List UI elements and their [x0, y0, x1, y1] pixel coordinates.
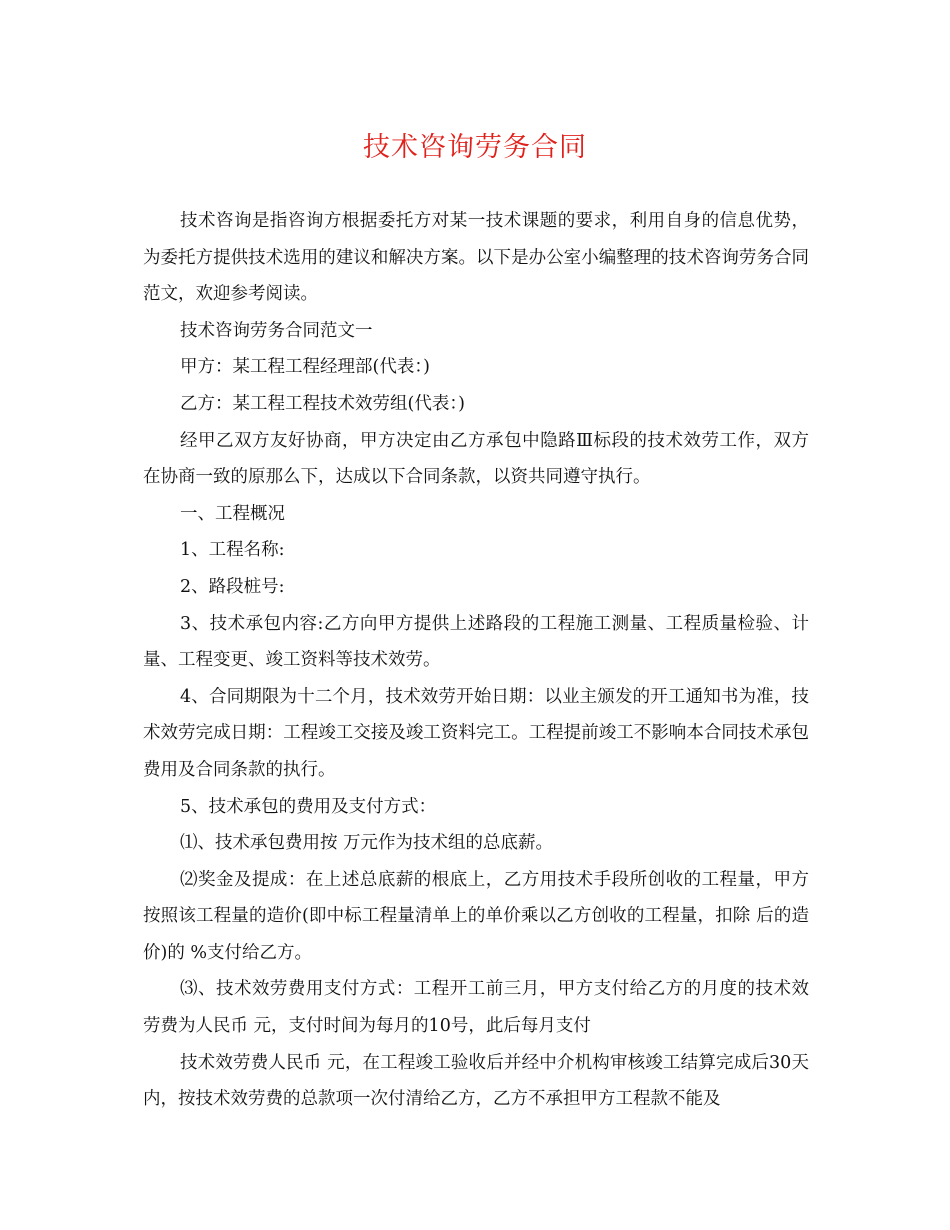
- clause-payment-method: ⑶、技术效劳费用支付方式：工程开工前三月，甲方支付给乙方的月度的技术效劳费为人民币 元，支付时间为每月的10号，此后每月支付: [143, 979, 809, 1037]
- clause-contract-content: 3、技术承包内容:乙方向甲方提供上述路段的工程施工测量、工程质量检验、计量、工程变更、竣工资料等技术效劳。: [143, 613, 809, 671]
- clause-contract-period: 4、合同期限为十二个月，技术效劳开始日期：以业主颁发的开工通知书为准，技术效劳完成日期：工程竣工交接及竣工资料完工。工程提前竣工不影响本合同技术承包费用及合同条款的执行。: [143, 686, 809, 780]
- paragraph-party-a: 甲方：某工程工程经理部(代表：): [180, 357, 430, 378]
- paragraph-sample-heading: 技术咨询劳务合同范文一: [180, 320, 373, 341]
- paragraph-party-b: 乙方：某工程工程技术效劳组(代表：): [180, 393, 465, 414]
- clause-bonus: ⑵奖金及提成：在上述总底薪的根底上，乙方用技术手段所创收的工程量，甲方按照该工程量的造价(即中标工程量清单上的单价乘以乙方创收的工程量，扣除 后的造价)的 %支付给乙方。: [143, 869, 809, 963]
- clause-base-salary: ⑴、技术承包费用按 万元作为技术组的总底薪。: [180, 833, 554, 854]
- section-heading-overview: 一、工程概况: [180, 503, 285, 524]
- clause-station-number: 2、路段桩号:: [180, 576, 285, 597]
- document-title: 技术咨询劳务合同: [363, 132, 587, 163]
- clause-final-payment: 技术效劳费人民币 元，在工程竣工验收后并经中介机构审核竣工结算完成后30天内，按技术效劳费的总款项一次付清给乙方，乙方不承担甲方工程款不能及: [143, 1052, 809, 1110]
- document-body: [143, 203, 809, 1118]
- paragraph-intro: 技术咨询是指咨询方根据委托方对某一技术课题的要求，利用自身的信息优势，为委托方提供技术选用的建议和解决方案。以下是办公室小编整理的技术咨询劳务合同范文，欢迎参考阅读。: [143, 211, 809, 305]
- clause-fees-heading: 5、技术承包的费用及支付方式：: [180, 796, 437, 817]
- paragraph-agreement: 经甲乙双方友好协商，甲方决定由乙方承包中隐路Ⅲ标段的技术效劳工作，双方在协商一致的原那么下，达成以下合同条款，以资共同遵守执行。: [143, 430, 809, 488]
- clause-project-name: 1、工程名称:: [180, 540, 285, 561]
